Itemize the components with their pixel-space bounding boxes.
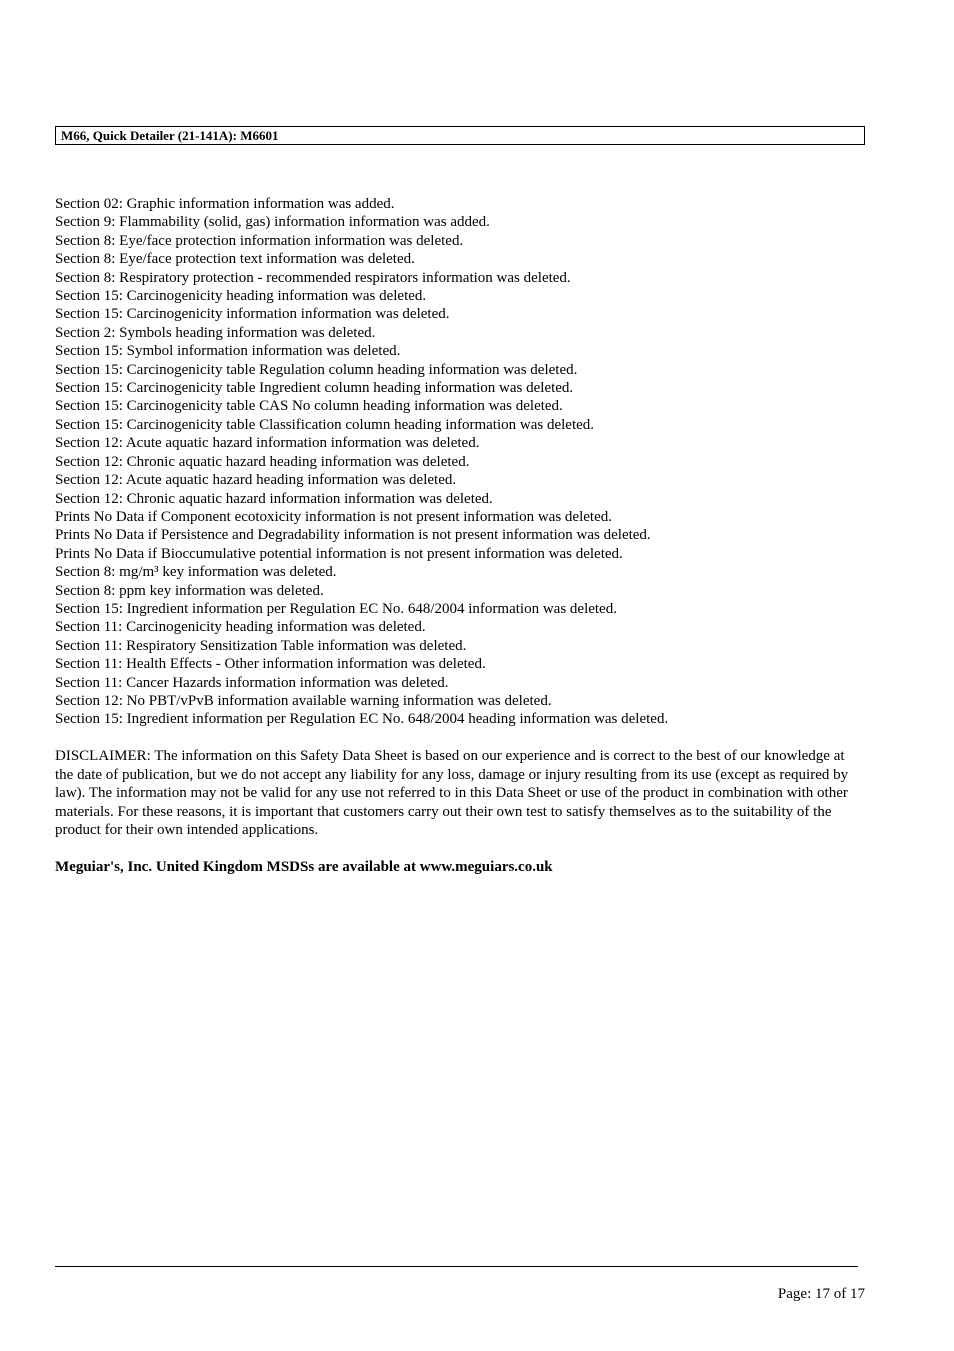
- document-header: [55, 126, 865, 145]
- revision-change-item: Prints No Data if Bioccumulative potential information is not present information was deleted.: [55, 545, 623, 562]
- revision-change-item: Section 11: Respiratory Sensitization Table information was deleted.: [55, 637, 467, 654]
- revision-change-item: Section 15: Ingredient information per Regulation EC No. 648/2004 heading information was deleted.: [55, 711, 669, 728]
- revision-change-item: Section 8: Eye/face protection information information was deleted.: [55, 232, 464, 249]
- revision-change-item: Prints No Data if Component ecotoxicity information is not present information was deleted.: [55, 508, 612, 525]
- revision-change-item: Section 8: ppm key information was deleted.: [55, 582, 324, 599]
- revision-change-item: Section 02: Graphic information information was added.: [55, 196, 395, 212]
- revision-change-item: Section 15: Carcinogenicity heading information was deleted.: [55, 288, 427, 305]
- revision-change-item: Section 15: Carcinogenicity table Regulation column heading information was deleted.: [55, 361, 578, 378]
- revision-change-item: Section 8: Respiratory protection - recommended respirators information was deleted.: [55, 269, 571, 286]
- revision-change-item: Section 11: Carcinogenicity heading information was deleted.: [55, 619, 426, 636]
- revision-change-item: Section 12: Acute aquatic hazard information information was deleted.: [55, 435, 480, 452]
- revision-change-item: Section 12: Chronic aquatic hazard information information was deleted.: [55, 490, 493, 507]
- revision-change-item: Section 11: Cancer Hazards information information was deleted.: [55, 674, 449, 691]
- revision-change-item: Section 15: Carcinogenicity table CAS No column heading information was deleted.: [55, 398, 563, 415]
- revision-change-item: Section 15: Carcinogenicity table Classification column heading information was deleted.: [55, 416, 595, 433]
- footer-divider: [55, 1266, 858, 1267]
- revision-change-item: Section 8: Eye/face protection text information was deleted.: [55, 251, 415, 268]
- revision-changes-list: [55, 195, 875, 729]
- revision-change-item: Section 9: Flammability (solid, gas) information information was added.: [55, 214, 490, 231]
- revision-change-item: Prints No Data if Persistence and Degradability information is not present information was deleted.: [55, 527, 651, 544]
- revision-change-item: Section 11: Health Effects - Other information information was deleted.: [55, 656, 486, 673]
- msds-availability-note: Meguiar's, Inc. United Kingdom MSDSs are available at www.meguiars.co.uk: [55, 859, 553, 875]
- revision-change-item: Section 8: mg/m³ key information was deleted.: [55, 564, 337, 581]
- page-number: Page: 17 of 17: [777, 1286, 865, 1302]
- revision-change-item: Section 12: No PBT/vPvB information available warning information was deleted.: [55, 692, 552, 709]
- revision-change-item: Section 12: Chronic aquatic hazard heading information was deleted.: [55, 453, 470, 470]
- revision-change-item: Section 15: Carcinogenicity table Ingredient column heading information was deleted.: [55, 380, 574, 397]
- revision-change-item: Section 15: Symbol information information was deleted.: [55, 343, 401, 360]
- revision-change-item: Section 15: Ingredient information per Regulation EC No. 648/2004 information was deleted.: [55, 600, 617, 617]
- document-title: M66, Quick Detailer (21-141A): M6601: [61, 128, 279, 143]
- revision-change-item: Section 2: Symbols heading information was deleted.: [55, 324, 376, 341]
- revision-change-item: Section 12: Acute aquatic hazard heading information was deleted.: [55, 472, 457, 489]
- disclaimer-text: DISCLAIMER: The information on this Safety Data Sheet is based on our experience and is correct to the best of our knowledge at the date of publication, but we do not accept any liability for any loss, damage or injury resulting from its use (except as required by law). The information may not be valid for any use not referred to in this Data Sheet or use of the product in combination with other materials. For these reasons, it is important that customers carry out their own test to satisfy themselves as to the suitability of the product for their own intended applications.: [55, 748, 849, 838]
- revision-change-item: Section 15: Carcinogenicity information information was deleted.: [55, 306, 450, 323]
